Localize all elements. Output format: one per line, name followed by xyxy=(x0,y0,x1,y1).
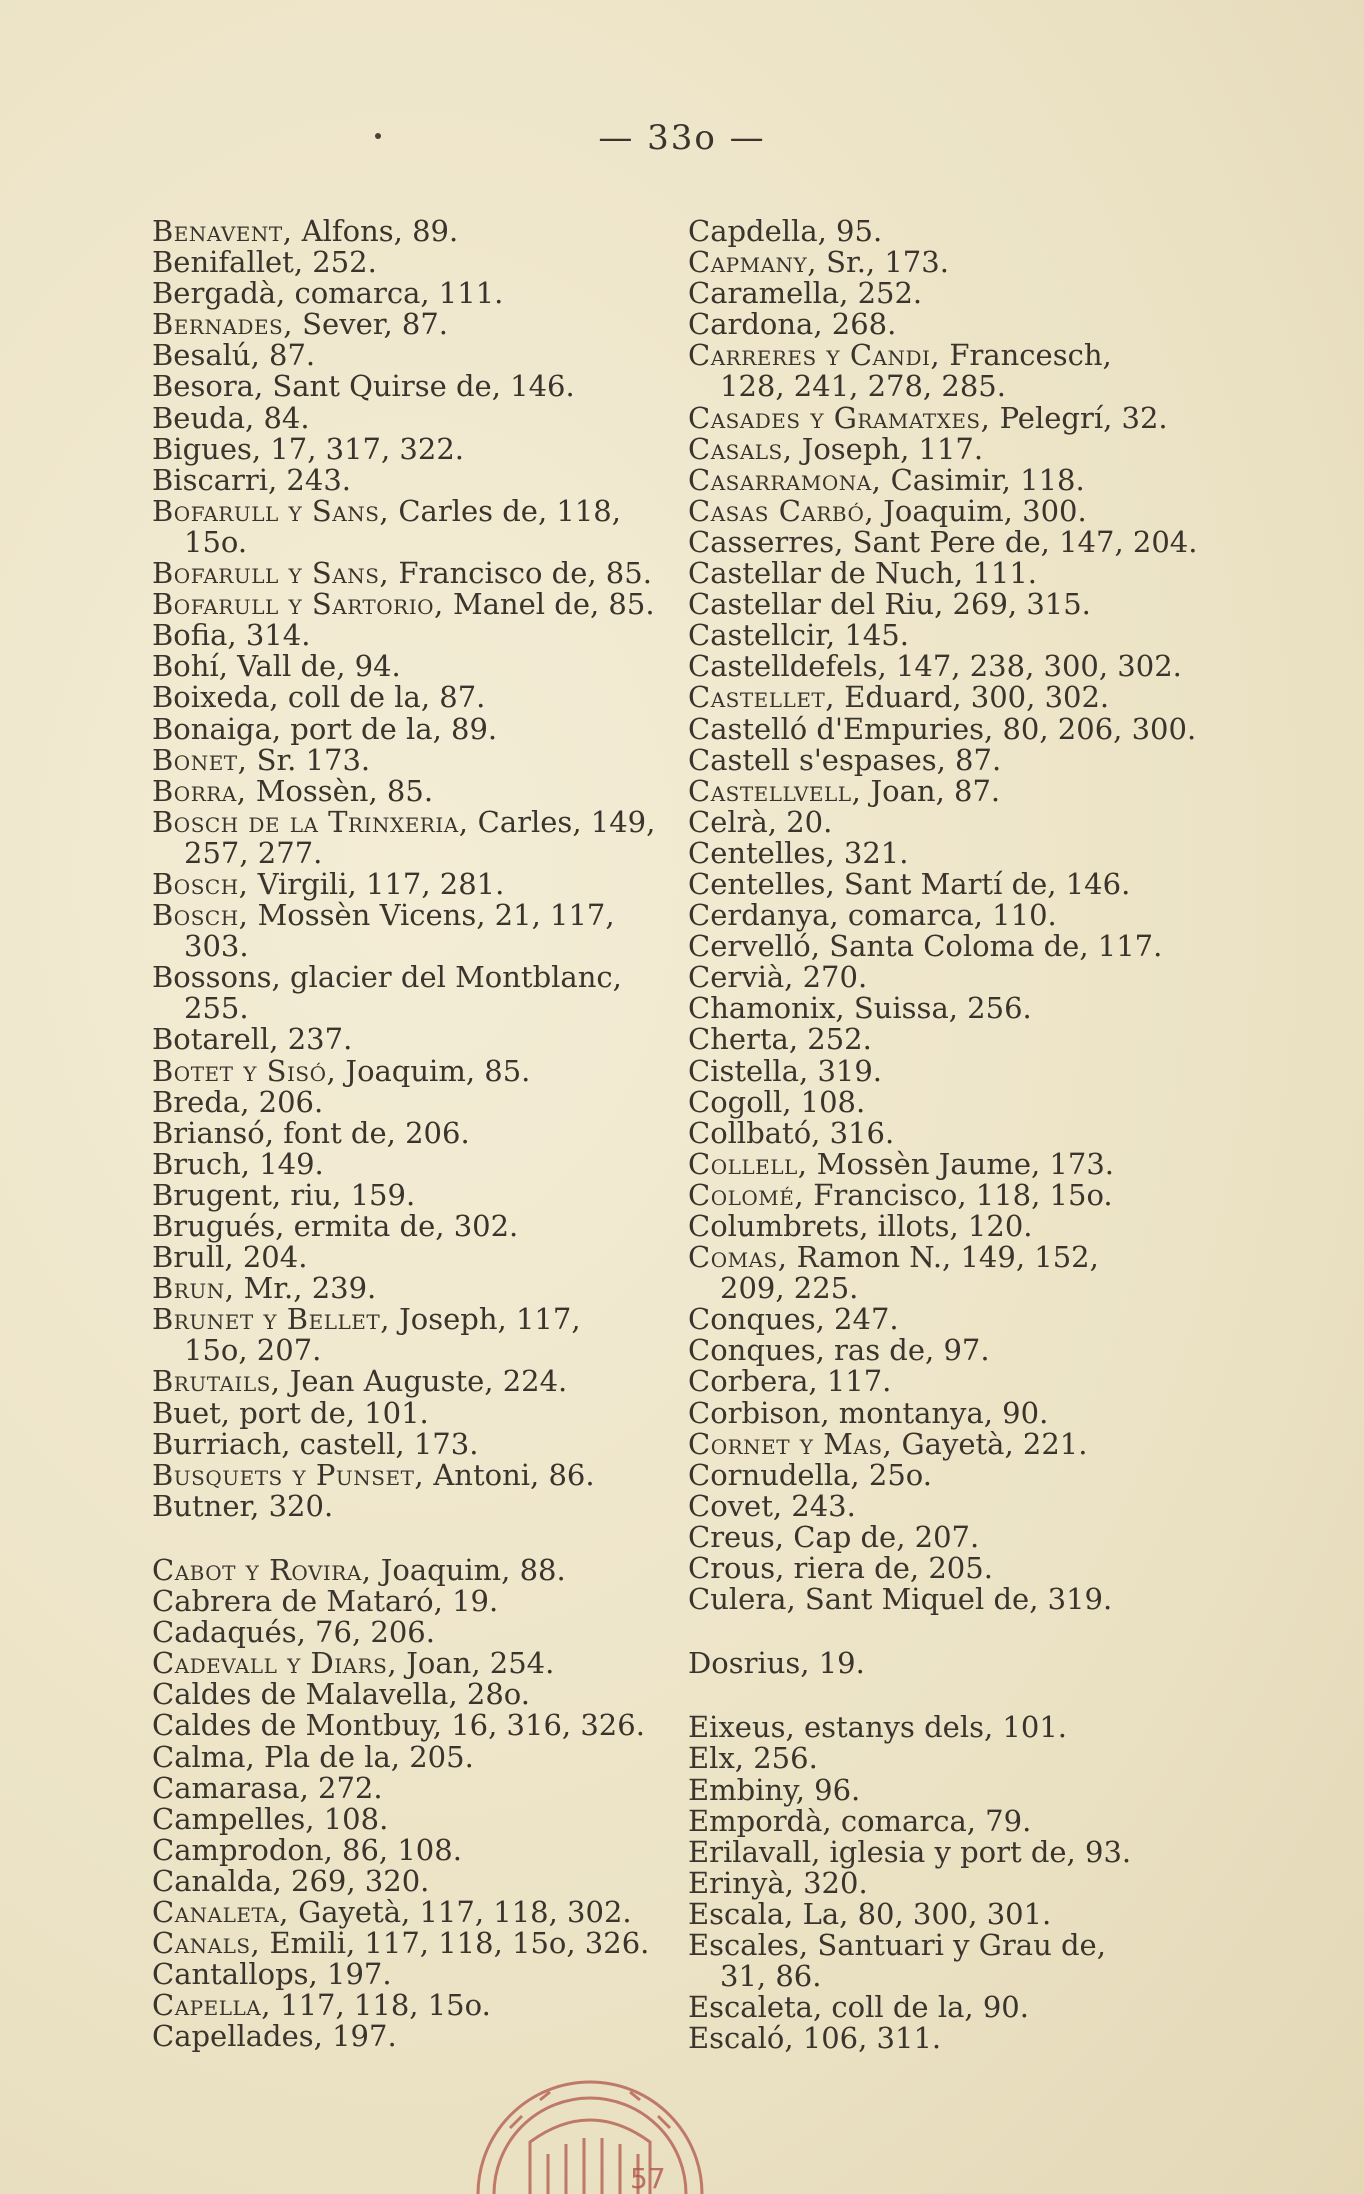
index-entry-text: Capdella, 95. xyxy=(688,214,883,248)
index-entry-text: Cabrera de Mataró, 19. xyxy=(152,1584,499,1619)
index-entry-text: Carles, 149, xyxy=(468,804,656,839)
index-entry xyxy=(688,1366,1248,1397)
index-entry-text: Virgili, 117, 281. xyxy=(248,866,505,901)
index-entry xyxy=(688,1553,1248,1584)
index-entry-name: Bosch de la Trinxeria, xyxy=(152,804,469,839)
index-entry xyxy=(688,773,1248,808)
index-entry xyxy=(688,1743,1248,1774)
index-entry xyxy=(688,993,1248,1024)
index-entry-text: Celrà, 20. xyxy=(688,804,833,839)
index-entry-text: Culera, Sant Miquel de, 319. xyxy=(688,1582,1113,1617)
stamp-number: 57 xyxy=(630,2162,666,2194)
index-entry xyxy=(152,1457,682,1492)
index-entry-text: Conques, ras de, 97. xyxy=(688,1333,990,1368)
index-entry-name: Borra, xyxy=(152,773,247,808)
index-entry-name: Bofarull y Sans, xyxy=(152,493,390,528)
index-entry-text: Dosrius, 19. xyxy=(688,1646,865,1681)
index-entry-name: Botet y Sisó, xyxy=(152,1053,337,1088)
index-entry-text: Castellar del Riu, 269, 315. xyxy=(688,587,1091,622)
index-entry xyxy=(688,589,1248,620)
index-entry xyxy=(152,1801,682,1836)
index-entry-text: Caldes de Malavella, 28o. xyxy=(152,1677,530,1712)
index-entry-text: Mr., 239. xyxy=(234,1271,377,1306)
index-entry-name: Bernades, xyxy=(152,307,293,342)
index-entry-text: Escaleta, coll de la, 90. xyxy=(688,1990,1029,2025)
index-entry xyxy=(152,216,682,247)
index-entry xyxy=(152,1273,682,1304)
index-entry-name: Brutails, xyxy=(152,1364,281,1399)
index-entry xyxy=(688,620,1248,651)
index-entry xyxy=(152,1211,682,1242)
index-entry-text: Castelldefels, 147, 238, 300, 302. xyxy=(688,649,1182,684)
index-entry-name: Bofarull y Sans, xyxy=(152,556,390,591)
index-entry xyxy=(152,682,682,713)
index-entry-text: Buet, port de, 101. xyxy=(152,1395,429,1430)
index-entry xyxy=(152,1366,682,1397)
index-entry xyxy=(152,493,682,528)
index-entry-text: Cistella, 319. xyxy=(688,1053,883,1088)
index-entry-text: Castelló d'Empuries, 80, 206, 300. xyxy=(688,711,1197,746)
index-entry xyxy=(152,431,682,466)
index-entry-text: Cervià, 270. xyxy=(688,960,868,995)
index-entry xyxy=(688,651,1248,682)
index-entry xyxy=(688,216,1248,247)
index-entry xyxy=(688,431,1248,466)
index-entry xyxy=(688,1146,1248,1181)
index-entry xyxy=(152,962,682,993)
index-entry xyxy=(152,1648,682,1679)
index-entry-name: Cadevall y Diars, xyxy=(152,1646,398,1681)
index-entry xyxy=(688,371,1248,402)
index-entry-text: Castell s'espases, 87. xyxy=(688,742,1002,777)
index-entry xyxy=(688,1457,1248,1492)
index-entry-name: Colomé, xyxy=(688,1177,805,1212)
index-entry-text: Breda, 206. xyxy=(152,1084,324,1119)
index-entry xyxy=(688,1177,1248,1212)
index-entry-text: 31, 86. xyxy=(720,1959,822,1994)
index-entry xyxy=(688,524,1248,559)
index-entry-text: Collbató, 316. xyxy=(688,1115,895,1150)
index-entry xyxy=(688,1335,1248,1366)
index-entry-name: Bosch, xyxy=(152,866,249,901)
index-entry xyxy=(152,1115,682,1150)
index-entry-text: Chamonix, Suissa, 256. xyxy=(688,991,1032,1026)
index-entry-name: Casas Carbó, xyxy=(688,493,875,528)
index-entry xyxy=(152,742,682,777)
index-entry-text: Mossèn Jaume, 173. xyxy=(807,1146,1114,1181)
index-entry-name: Capmany, xyxy=(688,245,817,280)
index-entry-text: Joaquim, 300. xyxy=(874,493,1087,528)
index-entry xyxy=(688,462,1248,497)
index-entry-text: 15o. xyxy=(184,524,248,559)
index-entry xyxy=(152,1586,682,1617)
index-entry-text: Mossèn Vicens, 21, 117, xyxy=(248,898,615,933)
index-entry-name: Capella, xyxy=(152,1988,271,2023)
index-entry-text: Caldes de Montbuy, 16, 316, 326. xyxy=(152,1708,645,1743)
index-entry-text: Bohí, Vall de, 94. xyxy=(152,649,401,684)
index-entry-text: Biscarri, 243. xyxy=(152,462,352,497)
index-entry-text: Joan, 254. xyxy=(397,1646,555,1681)
index-entry-text: Cerdanya, comarca, 110. xyxy=(688,898,1057,933)
index-entry xyxy=(688,400,1248,435)
index-entry-text: Cardona, 268. xyxy=(688,307,897,342)
index-entry-text: Cadaqués, 76, 206. xyxy=(152,1615,435,1650)
index-entry-text: Beuda, 84. xyxy=(152,400,310,435)
index-entry xyxy=(152,558,682,589)
index-entry-text: Joseph, 117, xyxy=(389,1302,581,1337)
index-entry xyxy=(152,1552,682,1587)
index-entry xyxy=(688,1115,1248,1150)
index-entry-text: Embiny, 96. xyxy=(688,1772,861,1807)
index-entry xyxy=(688,1712,1248,1743)
index-entry xyxy=(688,962,1248,993)
index-entry-text: Joan, 87. xyxy=(861,773,1001,808)
index-entry xyxy=(152,711,682,746)
index-entry-name: Casades y Gramatxes, xyxy=(688,400,991,435)
index-entry xyxy=(152,1488,682,1523)
index-entry xyxy=(688,866,1248,901)
index-entry-text: Conques, 247. xyxy=(688,1302,899,1337)
index-entry xyxy=(152,1679,682,1710)
index-entry xyxy=(688,931,1248,962)
index-entry xyxy=(152,900,682,931)
index-entry-name: Canaleta, xyxy=(152,1894,289,1929)
index-entry-text: Antoni, 86. xyxy=(424,1457,595,1492)
index-entry-text: Bergadà, comarca, 111. xyxy=(152,276,504,311)
index-entry-text: Manel de, 85. xyxy=(443,587,655,622)
index-entry-text: Bonaiga, port de la, 89. xyxy=(152,711,498,746)
index-entry-text: Jean Auguste, 224. xyxy=(280,1364,568,1399)
index-entry xyxy=(688,1834,1248,1869)
index-entry-name: Cabot y Rovira, xyxy=(152,1552,372,1587)
index-entry xyxy=(152,1959,682,1990)
index-entry-text: Cogoll, 108. xyxy=(688,1084,866,1119)
index-entry xyxy=(152,1739,682,1774)
index-entry-text: Benifallet, 252. xyxy=(152,245,377,280)
index-entry xyxy=(152,340,682,371)
index-entry xyxy=(688,1803,1248,1838)
index-entry-text: Capellades, 197. xyxy=(152,2019,397,2054)
index-entry-text: Ramon N., 149, 152, xyxy=(787,1240,1099,1275)
index-entry-text: Burriach, castell, 173. xyxy=(152,1426,479,1461)
index-entry-text: Caramella, 252. xyxy=(688,276,923,311)
index-entry-text: 117, 118, 15o. xyxy=(270,1988,491,2023)
index-entry-text: Brugent, riu, 159. xyxy=(152,1177,416,1212)
index-entry xyxy=(152,1832,682,1867)
index-entry-text: Alfons, 89. xyxy=(292,214,459,248)
index-entry-text: 257, 277. xyxy=(184,835,323,870)
index-entry-text: Joaquim, 88. xyxy=(371,1552,566,1587)
index-entry xyxy=(152,1710,682,1741)
index-entry-text: Empordà, comarca, 79. xyxy=(688,1803,1032,1838)
index-entry-name: Bonet, xyxy=(152,742,248,777)
index-entry xyxy=(688,340,1248,371)
index-entry-name: Bofarull y Sartorio, xyxy=(152,587,444,622)
index-entry-text: Centelles, 321. xyxy=(688,835,909,870)
index-entry-text: Boixeda, coll de la, 87. xyxy=(152,680,486,715)
index-entry xyxy=(688,1488,1248,1523)
index-entry-text: Corbera, 117. xyxy=(688,1364,892,1399)
index-entry xyxy=(688,558,1248,589)
index-entry-name: Benavent, xyxy=(152,214,293,248)
index-entry-name: Bosch, xyxy=(152,898,249,933)
index-entry-text: Centelles, Sant Martí de, 146. xyxy=(688,866,1131,901)
index-entry xyxy=(152,1335,682,1366)
index-entry-name: Carreres y Candi, xyxy=(688,338,941,373)
index-entry-name: Castellvell, xyxy=(688,773,862,808)
index-entry-text: Mossèn, 85. xyxy=(246,773,434,808)
index-entry xyxy=(152,1242,682,1273)
index-entry xyxy=(688,247,1248,278)
index-entry-text: Besora, Sant Quirse de, 146. xyxy=(152,369,575,404)
index-entry-name: Collell, xyxy=(688,1146,808,1181)
index-entry-text: Bofia, 314. xyxy=(152,618,311,653)
index-entry xyxy=(152,1617,682,1648)
index-entry xyxy=(152,1990,682,2021)
index-entry xyxy=(688,1648,1248,1679)
index-entry-text: 209, 225. xyxy=(720,1271,859,1306)
index-entry xyxy=(688,278,1248,309)
index-entry xyxy=(152,1894,682,1929)
index-entry xyxy=(152,835,682,870)
index-entry-text: 303. xyxy=(184,929,249,964)
index-entry-text: Butner, 320. xyxy=(152,1488,334,1523)
index-entry-text: Joseph, 117. xyxy=(792,431,984,466)
index-entry-name: Brun, xyxy=(152,1271,235,1306)
index-entry-text: Eduard, 300, 302. xyxy=(835,680,1110,715)
index-entry xyxy=(688,1519,1248,1554)
index-entry xyxy=(688,1992,1248,2023)
index-entry-text: Cornudella, 25o. xyxy=(688,1457,932,1492)
library-stamp xyxy=(470,2058,710,2194)
index-entry xyxy=(688,493,1248,528)
index-entry xyxy=(152,1146,682,1181)
index-entry-text: Columbrets, illots, 120. xyxy=(688,1209,1033,1243)
index-entry-text: Bossons, glacier del Montblanc, xyxy=(152,960,622,995)
index-entry xyxy=(688,804,1248,839)
index-entry-text: Crous, riera de, 205. xyxy=(688,1551,993,1586)
page-number: — 33o — xyxy=(598,118,766,158)
index-entry-text: Camprodon, 86, 108. xyxy=(152,1832,462,1867)
index-entry-text: 255. xyxy=(184,991,249,1026)
index-entry xyxy=(688,682,1248,713)
index-entry xyxy=(688,1865,1248,1900)
index-entry-text: Elx, 256. xyxy=(688,1741,818,1776)
index-entry xyxy=(688,900,1248,931)
index-entry-text: Pelegrí, 32. xyxy=(990,400,1168,435)
index-entry xyxy=(688,1084,1248,1119)
index-entry-name: Comas, xyxy=(688,1240,788,1275)
index-entry xyxy=(152,524,682,559)
index-entry xyxy=(688,1024,1248,1055)
index-entry xyxy=(152,1395,682,1430)
index-entry-text: Sr., 173. xyxy=(816,245,949,280)
index-entry xyxy=(152,371,682,402)
index-entry-text: Escala, La, 80, 300, 301. xyxy=(688,1896,1052,1931)
index-entry xyxy=(152,993,682,1024)
index-entry-text: Canalda, 269, 320. xyxy=(152,1863,430,1898)
index-entry-name: Busquets y Punset, xyxy=(152,1457,425,1492)
index-entry-text: Cantallops, 197. xyxy=(152,1957,392,1992)
index-entry xyxy=(688,742,1248,777)
index-entry xyxy=(688,1896,1248,1931)
index-entry-text: Casserres, Sant Pere de, 147, 204. xyxy=(688,524,1198,559)
index-entry-text: Brull, 204. xyxy=(152,1240,308,1275)
index-entry xyxy=(152,866,682,901)
index-entry-text: Erilavall, iglesia y port de, 93. xyxy=(688,1834,1132,1869)
index-entry-text: Carles de, 118, xyxy=(389,493,621,528)
index-entry xyxy=(688,1772,1248,1807)
index-entry-text: Bruch, 149. xyxy=(152,1146,324,1181)
index-entry xyxy=(688,1304,1248,1335)
index-entry-text: Campelles, 108. xyxy=(152,1801,389,1836)
index-entry xyxy=(688,309,1248,340)
index-entry xyxy=(152,1024,682,1055)
index-entry xyxy=(152,1053,682,1088)
index-entry-text: Botarell, 237. xyxy=(152,1022,353,1057)
index-entry xyxy=(688,1927,1248,1962)
index-entry-name: Casals, xyxy=(688,431,793,466)
index-entry-text: Castellar de Nuch, 111. xyxy=(688,556,1038,591)
index-entry xyxy=(152,773,682,808)
index-entry xyxy=(688,1242,1248,1273)
index-column-left xyxy=(152,216,682,2052)
index-entry xyxy=(152,247,682,278)
index-entry-text: Casimir, 118. xyxy=(881,462,1085,497)
library-stamp-icon xyxy=(470,2058,710,2194)
index-entry xyxy=(688,1395,1248,1430)
index-entry xyxy=(152,2021,682,2052)
index-entry-text: Francesch, xyxy=(940,338,1112,373)
index-entry-text: Francisco, 118, 15o. xyxy=(804,1177,1113,1212)
index-entry-text: Emili, 117, 118, 15o, 326. xyxy=(260,1926,650,1961)
index-entry xyxy=(152,651,682,682)
index-entry xyxy=(688,2023,1248,2054)
index-entry xyxy=(688,835,1248,870)
index-entry-text: Erinyà, 320. xyxy=(688,1865,868,1900)
index-entry-text: Escaló, 106, 311. xyxy=(688,2021,942,2056)
index-entry xyxy=(688,1961,1248,1992)
index-entry-name: Brunet y Bellet, xyxy=(152,1302,390,1337)
index-entry xyxy=(152,804,682,839)
index-entry-text: Corbison, montanya, 90. xyxy=(688,1395,1049,1430)
index-entry xyxy=(152,1304,682,1335)
index-entry xyxy=(688,711,1248,746)
index-entry xyxy=(152,309,682,340)
index-entry-name: Castellet, xyxy=(688,680,835,715)
index-entry xyxy=(152,1084,682,1119)
index-entry-text: Besalú, 87. xyxy=(152,338,316,373)
index-entry-text: Camarasa, 272. xyxy=(152,1770,383,1805)
index-entry xyxy=(688,1426,1248,1461)
index-entry-text: Francisco de, 85. xyxy=(389,556,652,591)
index-entry xyxy=(152,1770,682,1805)
index-entry xyxy=(688,1211,1248,1242)
index-entry-text: Castellcir, 145. xyxy=(688,618,909,653)
index-entry xyxy=(152,931,682,962)
index-entry-name: Casarramona, xyxy=(688,462,882,497)
index-column-right xyxy=(688,216,1248,2054)
index-entry-name: Canals, xyxy=(152,1926,261,1961)
index-entry-name: Cornet y Mas, xyxy=(688,1426,893,1461)
index-entry xyxy=(152,1863,682,1898)
index-entry-text: Brugués, ermita de, 302. xyxy=(152,1209,519,1243)
index-entry-text: Covet, 243. xyxy=(688,1488,856,1523)
index-entry xyxy=(152,1426,682,1461)
index-entry-text: Joaquim, 85. xyxy=(336,1053,531,1088)
index-entry-text: Calma, Pla de la, 205. xyxy=(152,1739,474,1774)
index-entry-text: Cherta, 252. xyxy=(688,1022,872,1057)
index-entry-text: Creus, Cap de, 207. xyxy=(688,1519,980,1554)
index-entry xyxy=(688,1273,1248,1304)
index-entry-text: Escales, Santuari y Grau de, xyxy=(688,1927,1106,1962)
index-entry-text: Gayetà, 117, 118, 302. xyxy=(288,1894,632,1929)
index-entry xyxy=(152,462,682,497)
index-entry-text: 128, 241, 278, 285. xyxy=(720,369,1006,404)
index-entry-text: Briansó, font de, 206. xyxy=(152,1115,470,1150)
index-entry xyxy=(152,278,682,309)
index-entry-text: Cervelló, Santa Coloma de, 117. xyxy=(688,929,1163,964)
index-entry xyxy=(152,589,682,620)
index-entry xyxy=(152,400,682,435)
index-entry xyxy=(152,620,682,651)
index-entry-text: Eixeus, estanys dels, 101. xyxy=(688,1710,1067,1745)
index-entry xyxy=(688,1053,1248,1088)
index-entry-text: 15o, 207. xyxy=(184,1333,322,1368)
index-entry xyxy=(152,1928,682,1959)
index-entry-text: Sever, 87. xyxy=(292,307,448,342)
index-entry-text: Sr. 173. xyxy=(247,742,371,777)
index-entry xyxy=(688,1584,1248,1615)
index-entry-text: Bigues, 17, 317, 322. xyxy=(152,431,465,466)
index-entry-text: Gayetà, 221. xyxy=(892,1426,1088,1461)
index-entry xyxy=(152,1177,682,1212)
